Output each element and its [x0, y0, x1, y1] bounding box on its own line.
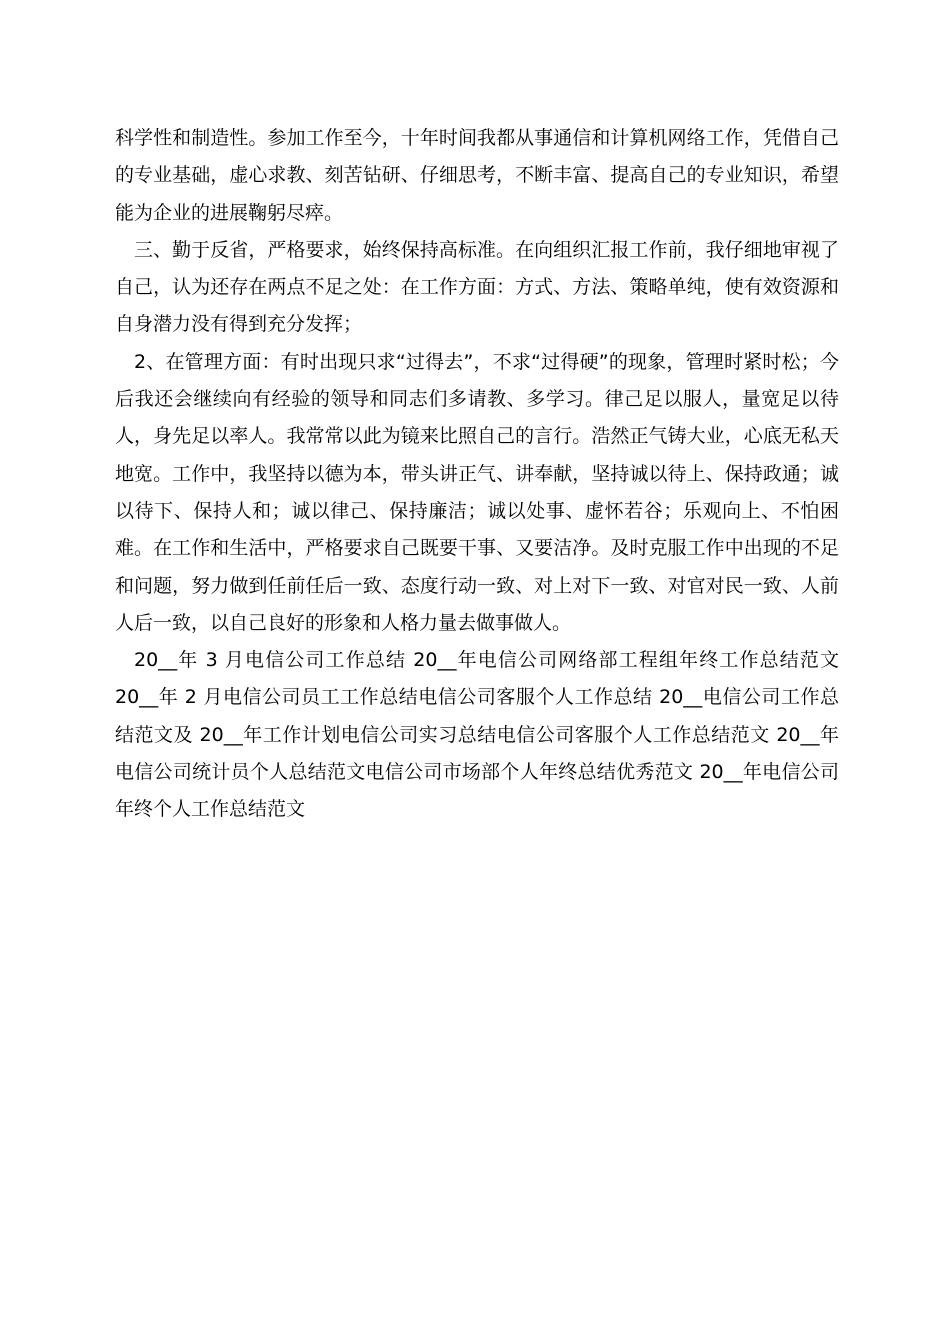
- paragraph-management: 2、在管理方面：有时出现只求“过得去”，不求“过得硬”的现象，管理时紧时松；今后我还会继续向有经验的领导和同志们多请教、多学习。律己足以服人，量宽足以待人，身先足以率人。我常常以此为镜来比照自己的言行。浩然正气铸大业，心底无私天地宽。工作中，我坚持以德为本，带头讲正气、讲奉献，坚持诚以待上、保持政通；诚以待下、保持人和；诚以律己、保持廉洁；诚以处事、虚怀若谷；乐观向上、不怕困难。在工作和生活中，严格要求自己既要干事、又要洁净。及时克服工作中出现的不足和问题，努力做到任前任后一致、态度行动一致、对上对下一致、对官对民一致、人前人后一致，以自己良好的形象和人格力量去做事做人。: [115, 350, 839, 634]
- paragraph-related-titles: 20__年 3 月电信公司工作总结 20__年电信公司网络部工程组年终工作总结范文 20__年 2 月电信公司员工工作总结电信公司客服个人工作总结 20__电信公司工作总结范文及 20__年工作计划电信公司实习总结电信公司客服个人工作总结范文 20__年电信公司统计员个人总结范文电信公司市场部个人年终总结优秀范文 20__年电信公司年终个人工作总结范文: [115, 649, 839, 821]
- paragraph-continuation: 科学性和制造性。参加工作至今，十年时间我都从事通信和计算机网络工作，凭借自己的专业基础，虚心求教、刻苦钻研、仔细思考，不断丰富、提高自己的专业知识，希望能为企业的进展鞠躬尽瘁。: [115, 127, 839, 224]
- paragraph-self-reflection: 三、勤于反省，严格要求，始终保持高标准。在向组织汇报工作前，我仔细地审视了自己，认为还存在两点不足之处：在工作方面：方式、方法、策略单纯，使有效资源和自身潜力没有得到充分发挥；: [115, 238, 839, 336]
- document-body: [115, 120, 839, 829]
